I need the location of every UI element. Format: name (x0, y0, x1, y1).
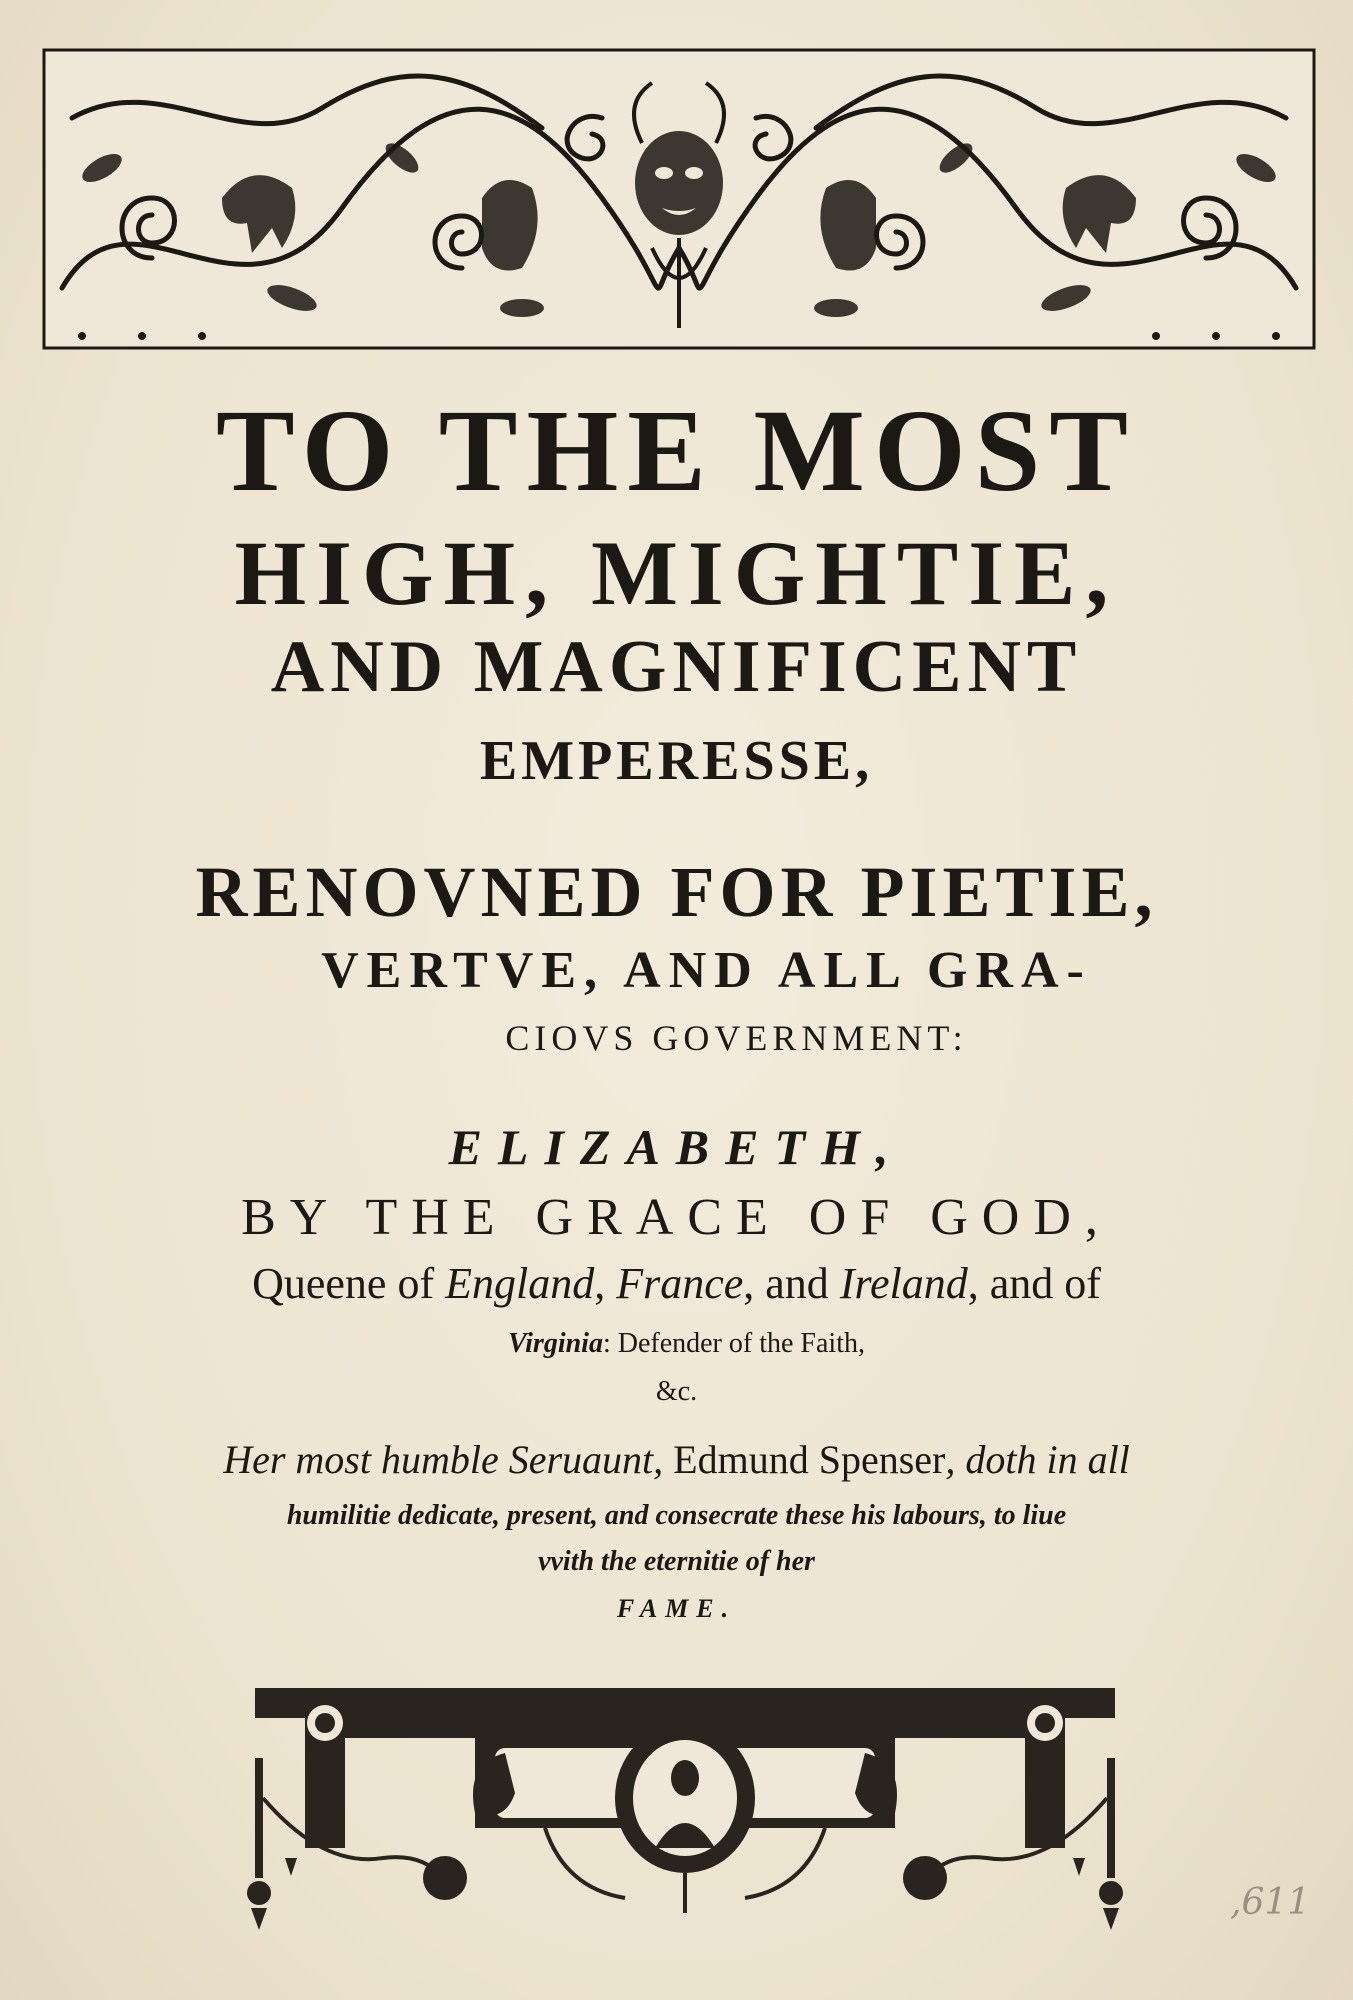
dedication-line-12: &c. (655, 1376, 698, 1407)
text-span: : Defender of the Faith, (602, 1328, 865, 1359)
text-span: , (594, 1259, 617, 1308)
dedication-line-1: TO THE MOST (216, 385, 1137, 516)
dedication-name-elizabeth: ELIZABETH, (448, 1119, 905, 1175)
woodcut-tailpiece-ornament-icon (245, 1678, 1125, 1932)
dedication-line-16: FAME. (616, 1594, 737, 1623)
woodcut-headpiece-ornament-icon (42, 48, 1316, 350)
dedication-line-5: RENOVNED FOR PIETIE, (195, 852, 1158, 932)
dedication-line-7: CIOVS GOVERNMENT: (505, 1018, 968, 1058)
place-virginia: Virginia (508, 1328, 603, 1359)
place-france: France (616, 1259, 744, 1308)
dedication-line-10 (0, 1259, 1353, 1308)
place-ireland: Ireland (839, 1259, 968, 1308)
dedication-line-13 (0, 1437, 1353, 1482)
text-span: , and of (967, 1259, 1101, 1308)
text-span: Her most humble Seruaunt, (223, 1437, 674, 1482)
dedication-line-15: vvith the eternitie of her (538, 1546, 815, 1577)
place-england: England (445, 1259, 595, 1308)
text-span: Queene of (252, 1259, 446, 1308)
dedication-line-11 (10, 1330, 1353, 1358)
margin-pencil-note: ,611 (1230, 1882, 1311, 1923)
author-name: Edmund Spenser (673, 1437, 946, 1482)
dedication-line-9: BY THE GRACE OF GOD, (241, 1189, 1112, 1246)
dedication-line-4: EMPERESSE, (479, 730, 874, 792)
dedication-line-2: HIGH, MIGHTIE, (234, 522, 1119, 624)
text-span: , doth in all (945, 1437, 1130, 1482)
dedication-line-3: AND MAGNIFICENT (270, 626, 1083, 708)
dedication-line-14: humilitie dedicate, present, and consecrate these his labours, to liue (286, 1500, 1067, 1531)
text-span: , and (743, 1259, 840, 1308)
dedication-line-6: VERTVE, AND ALL GRA- (321, 942, 1092, 999)
